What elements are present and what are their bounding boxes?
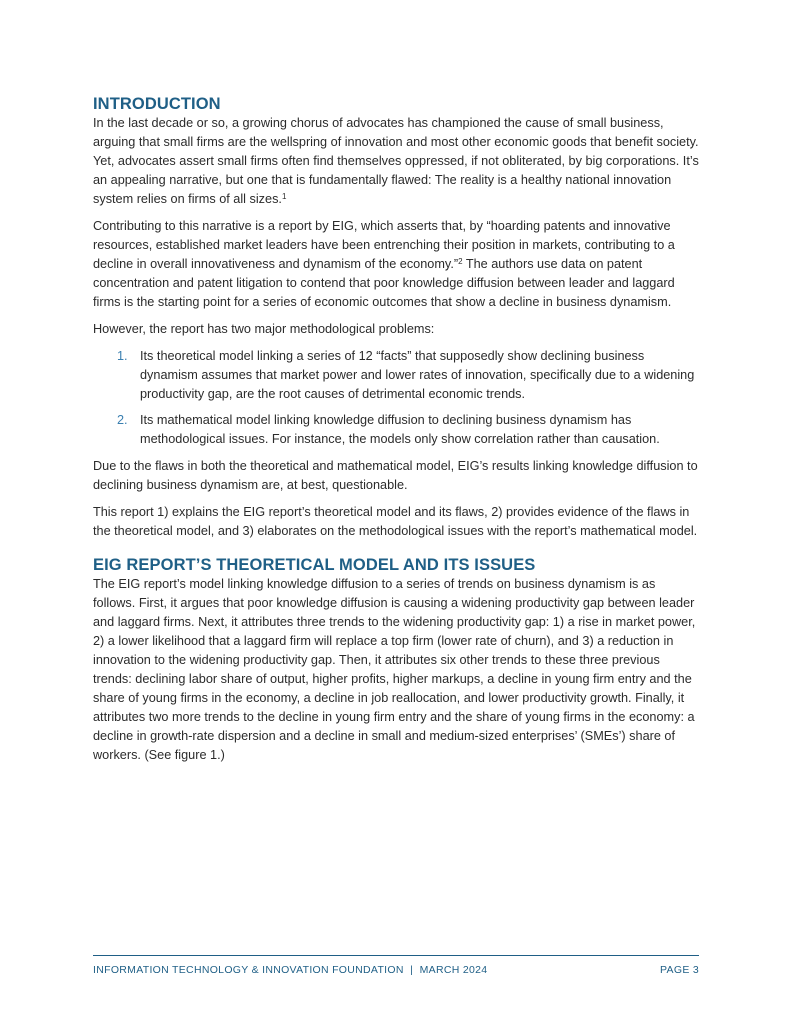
intro-paragraph-3: However, the report has two major methodological problems: (93, 322, 435, 336)
page-number: PAGE 3 (660, 964, 699, 976)
intro-paragraph-2-text-a: Contributing to this narrative is a report by EIG, which asserts that, by “hoarding patents and innovative resources, established market leaders have been entrenching their position in markets, contributing to a decline in overall innovativeness and dynamism of the economy.” (93, 219, 675, 271)
section-heading: EIG REPORT’S THEORETICAL MODEL AND ITS ISSUES (93, 556, 536, 574)
list-item-text: Its theoretical model linking a series of 12 “facts” that supposedly show declining business dynamism assumes that market power and lower rates of innovation, specifically due to a widening productivity gap, are the root causes of detrimental economic trends. (140, 349, 695, 401)
list-number: 1. (117, 349, 128, 363)
list-item (93, 411, 699, 449)
problems-list (93, 347, 699, 449)
list-number: 2. (117, 413, 128, 427)
intro-paragraph-1-text: In the last decade or so, a growing chorus of advocates has championed the cause of small business, arguing that small firms are the wellspring of innovation and most other economic goods that benefit society. Yet, advocates assert small firms often find themselves oppressed, if not obliterated, by big corporations. It’s an appealing narrative, but one that is fundamentally flawed: The reality is a healthy national innovation system relies on firms of all sizes. (93, 116, 699, 206)
section2-paragraph-1: The EIG report’s model linking knowledge diffusion to a series of trends on business dynamism is as follows. First, it argues that poor knowledge diffusion is causing a widening productivity gap between leader and laggard firms. Next, it attributes three trends to the widening productivity gap: 1) a rise in market power, 2) a lower likelihood that a laggard firm will replace a top firm (lower rate of churn), and 3) a reduction in innovation to the widening productivity gap. Then, it attributes six other trends to these three previous trends: declining labor share of output, higher profits, higher markups, a decline in young firm entry and the share of young firms in the economy, a decline in job reallocation, and lower productivity growth. Finally, it attributes two more trends to the decline in young firm entry and the share of young firms in the economy: a decline in growth-rate dispersion and a decline in small and medium-sized enterprises’ (SMEs’) share of workers. (See figure 1.) (93, 577, 696, 762)
page-content (93, 94, 699, 765)
footer-divider (93, 955, 699, 956)
footer-organization: INFORMATION TECHNOLOGY & INNOVATION FOUNDATION | MARCH 2024 (93, 964, 488, 976)
list-item (93, 347, 699, 404)
page-footer (93, 964, 699, 976)
intro-paragraph-4: Due to the flaws in both the theoretical and mathematical model, EIG’s results linking knowledge diffusion to declining business dynamism are, at best, questionable. (93, 459, 698, 492)
list-item-text: Its mathematical model linking knowledge diffusion to declining business dynamism has methodological issues. For instance, the models only show correlation rather than causation. (140, 413, 660, 446)
intro-paragraph-5: This report 1) explains the EIG report’s theoretical model and its flaws, 2) provides evidence of the flaws in the theoretical model, and 3) elaborates on the methodological issues with the report’s mathematical model. (93, 505, 698, 538)
footnote-ref-2[interactable]: 2 (458, 257, 463, 266)
introduction-heading: INTRODUCTION (93, 95, 221, 113)
intro-paragraph-1 (93, 114, 699, 209)
intro-paragraph-2-text-b: The authors use data on patent concentration and patent litigation to contend that poor knowledge diffusion between leader and laggard firms is the starting point for a series of economic outcomes that show a decline in business dynamism. (93, 257, 675, 309)
intro-paragraph-2 (93, 217, 699, 312)
footnote-ref-1[interactable]: 1 (281, 192, 287, 201)
